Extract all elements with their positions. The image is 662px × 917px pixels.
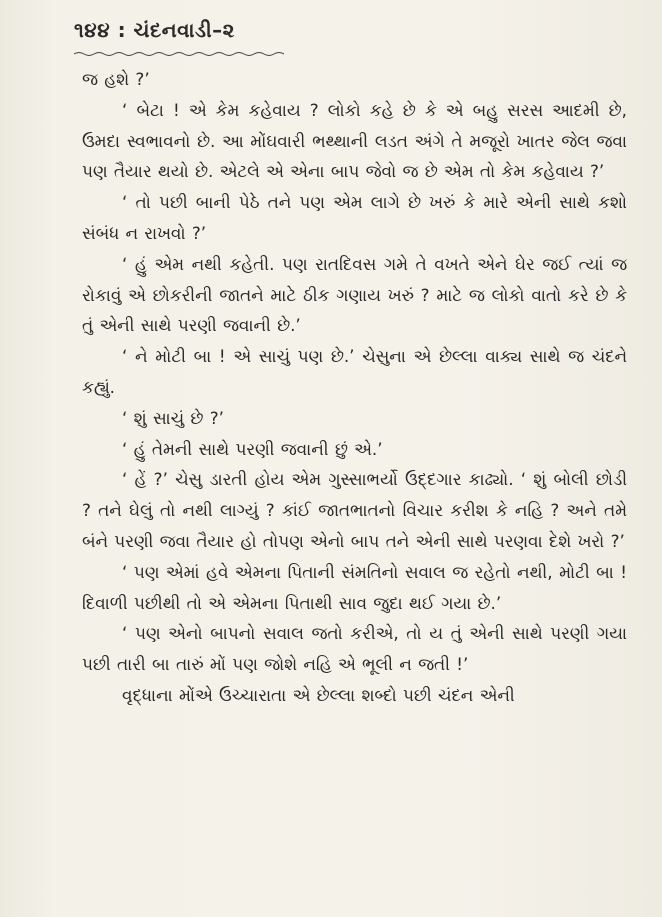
paragraph-3: ‘ તો પછી બાની પેઠે તને પણ એમ લાગે છે ખરું કે મારે એની સાથે કશો સંબંધ ન રાખવો ?’ (82, 192, 627, 243)
page-header (74, 18, 294, 61)
running-head: ૧૪૪ : ચંદનવાડી–૨ (74, 18, 235, 42)
paragraph-2: ‘ બેટા ! એ કેમ કહેવાય ? લોકો કહે છે કે એ બહુ સરસ આદમી છે, ઉમદા સ્વભાવનો છે. આ મોંઘવારી ભથ્થાની લડત અંગે તે મજૂરો ખાતર જેલ જવા પણ તૈયાર થયો છે. એટલે એ એના બાપ જેવો જ છે એમ તો કેમ કહેવાય ?’ (82, 99, 627, 182)
paragraph-7: ‘ હું તેમની સાથે પરણી જવાની છું એ.’ (122, 438, 383, 459)
paragraph-8: ‘ હેં ?’ ચેસુ ડારતી હોય એમ ગુસ્સાભર્યો ઉદ્દગાર કાઢ્યો. ‘ શું બોલી છોડી ? તને ઘેલું તો નથી લાગ્યું ? કાંઈ જાતભાતનો વિચાર કરીશ કે નહિ ? અને તમે બંને પરણી જવા તૈયાર હો તોપણ એનો બાપ તને એની સાથે પરણવા દેશે ખરો ?’ (82, 469, 627, 551)
paragraph-6: ‘ શું સાચું છે ?’ (122, 407, 224, 428)
paragraph-11: વૃદ્ધાના મોંએ ઉચ્ચારાતા એ છેલ્લા શબ્દો પછી ચંદન એની (122, 684, 515, 705)
body-text (82, 64, 627, 711)
paragraph-10: ‘ પણ એનો બાપનો સવાલ જતો કરીએ, તો ય તું એની સાથે પરણી ગયા પછી તારી બા તારું મોં પણ જોશે નહિ એ ભૂલી ન જતી !’ (82, 623, 627, 675)
paragraph-1: જ હશે ?’ (82, 69, 150, 89)
paragraph-4: ‘ હું એમ નથી કહેતી. પણ રાતદિવસ ગમે તે વખતે એને ઘેર જઈ ત્યાં જ રોકાવું એ છોકરીની જાતને માટે ઠીક ગણાય ખરું ? માટે જ લોકો વાતો કરે છે કે તું એની સાથે પરણી જવાની છે.’ (82, 253, 627, 336)
paragraph-5: ‘ ને મોટી બા ! એ સાચું પણ છે.’ ચેસુના એ છેલ્લા વાક્ય સાથે જ ચંદને કહ્યું. (82, 346, 627, 397)
header-underline (74, 51, 284, 57)
paragraph-9: ‘ પણ એમાં હવે એમના પિતાની સંમતિનો સવાલ જ રહેતો નથી, મોટી બા ! દિવાળી પછીથી તો એ એમના પિતાથી સાવ જુદા થઈ ગયા છે.’ (82, 561, 627, 613)
